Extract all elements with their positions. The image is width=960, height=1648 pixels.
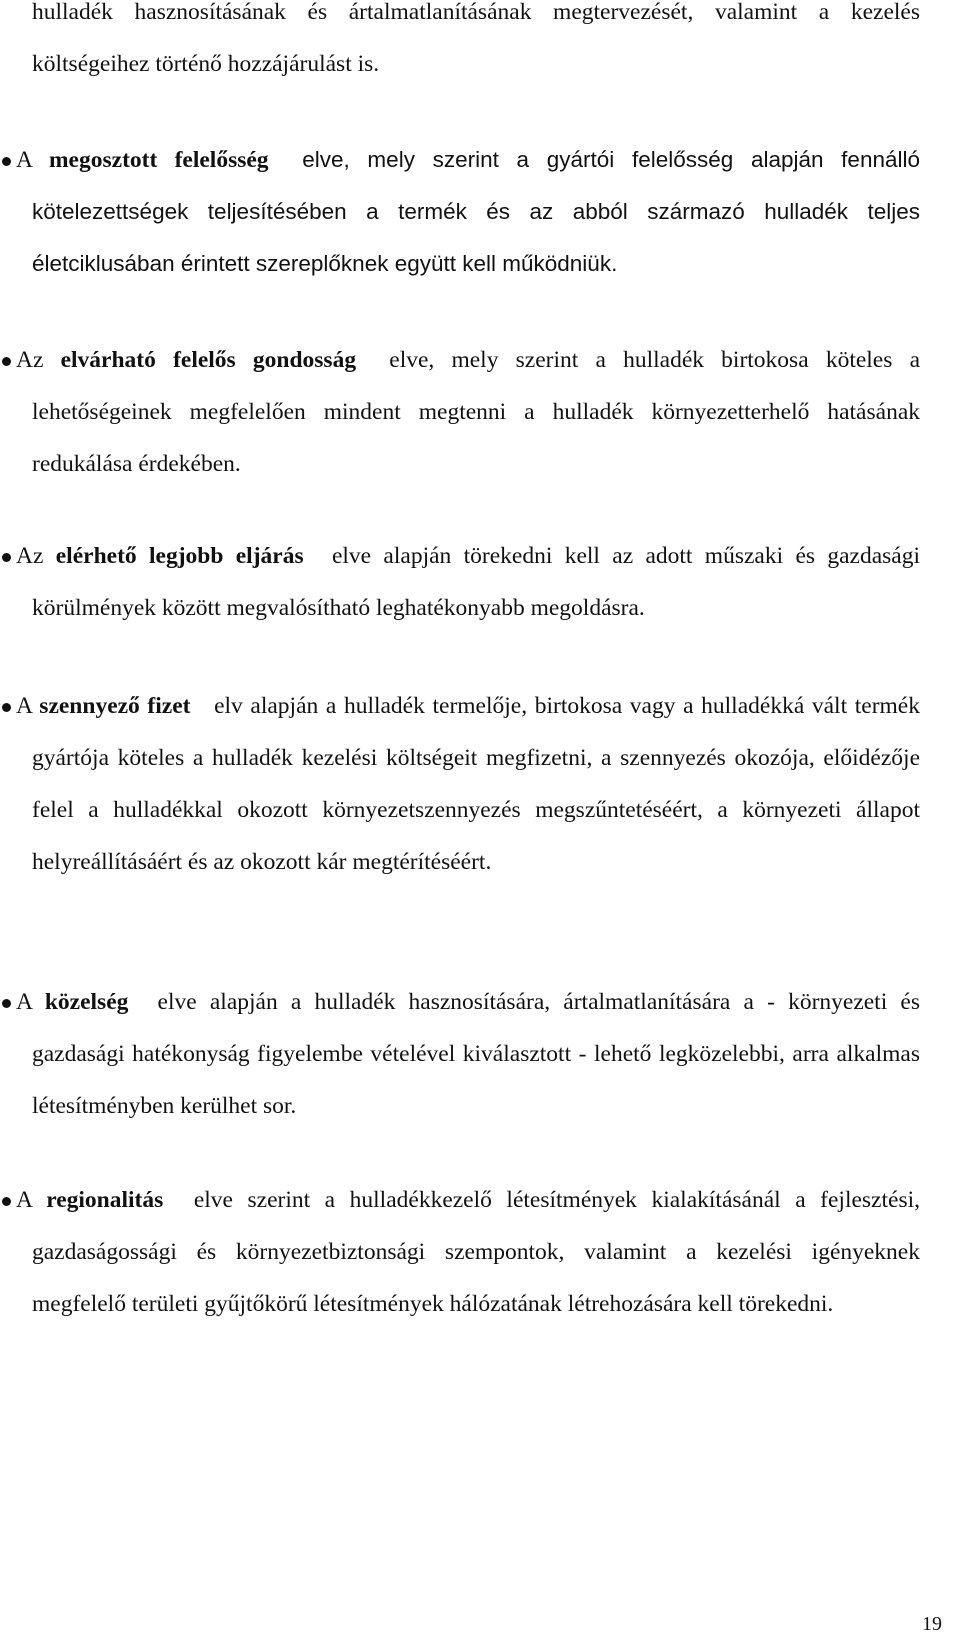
item-text: elve, mely szerint a gyártói felelősség alapján fennálló kötelezettségek teljesítésében a termék és az abból származó hulladék teljes életciklusában érintett szereplőknek együtt kell működniük. [32, 147, 920, 276]
item-text: elve alapján törekedni kell az adott műszaki és gazdasági körülmények között megvalósítható leghatékonyabb megoldásra. [32, 543, 921, 621]
intro-paragraph [32, 0, 920, 90]
bullet-icon [2, 357, 11, 366]
item-term: elérhető legjobb eljárás [55, 543, 304, 569]
item-text: elv alapján a hulladék termelője, birtokosa vagy a hulladékká vált termék gyártója köteles a hulladék kezelési költségeit megfizetni, a szennyezés okozója, előidézője felel a hulladékkal okozott környezetszennyezés megszűntetéséért, a környezeti állapot helyreállításáért és az okozott kár megtérítéséért. [32, 693, 920, 875]
principle-proximity [16, 976, 920, 1132]
principle-polluter-pays [16, 680, 920, 888]
item-prefix: A [16, 989, 45, 1015]
item-prefix: A [16, 147, 49, 173]
principle-best-available-technique [16, 530, 921, 634]
item-text: elve alapján a hulladék hasznosítására, ártalmatlanítására a - környezeti és gazdasági hatékonyság figyelembe vételével kiválasztott - lehető legközelebbi, arra alkalmas létesítményben kerülhet sor. [32, 989, 920, 1119]
item-prefix: Az [16, 543, 56, 569]
item-term: szennyező fizet [39, 693, 191, 719]
principle-regionality [16, 1174, 920, 1330]
principle-due-care [16, 334, 921, 490]
bullet-icon [2, 999, 11, 1008]
item-term: közelség [44, 989, 129, 1015]
item-prefix: A [16, 693, 40, 719]
bullet-icon [2, 157, 11, 166]
item-text: elve, mely szerint a hulladék birtokosa köteles a lehetőségeinek megfelelően mindent megtenni a hulladék környezetterhelő hatásának redukálása érdekében. [32, 347, 921, 477]
principle-shared-responsibility [16, 134, 920, 290]
page-number: 19 [922, 1613, 942, 1635]
bullet-icon [2, 1197, 11, 1206]
bullet-icon [2, 553, 11, 562]
intro-text: hulladék hasznosításának és ártalmatlanításának megtervezését, valamint a kezelés költségeihez történő hozzájárulást is. [32, 0, 920, 77]
bullet-icon [2, 703, 11, 712]
item-prefix: A [16, 1187, 47, 1213]
item-prefix: Az [16, 347, 61, 373]
item-text: elve szerint a hulladékkezelő létesítmények kialakításánál a fejlesztési, gazdaságossági és környezetbiztonsági szempontok, valamint a kezelési igényeknek megfelelő területi gyűjtőkörű létesítmények hálózatának létrehozására kell törekedni. [32, 1187, 920, 1317]
item-term: regionalitás [46, 1187, 164, 1213]
item-term: elvárható felelős gondosság [60, 347, 357, 373]
item-term: megosztott felelősség [48, 147, 269, 173]
